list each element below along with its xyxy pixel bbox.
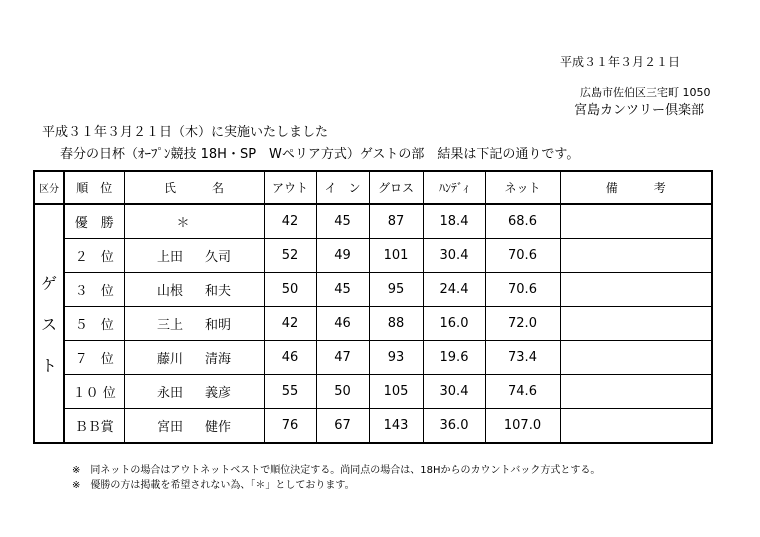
remarks-cell	[560, 375, 712, 409]
net-cell: 68.6	[485, 204, 560, 239]
name-cell	[124, 307, 264, 341]
family-name: 永田	[156, 386, 183, 401]
results-table	[33, 170, 713, 444]
in-cell: 49	[316, 239, 369, 273]
remarks-cell	[560, 239, 712, 273]
family-name: 三上	[156, 318, 183, 333]
club-name: 宮島カンツリー倶楽部	[574, 103, 705, 118]
header-in: イ ン	[316, 171, 369, 204]
remarks-cell	[560, 204, 712, 239]
gross-cell: 95	[369, 273, 423, 307]
name-cell	[124, 204, 264, 239]
note-countback: ※ 同ネットの場合はアウトネットベストで順位決定する。尚同点の場合は、18Hからのカウントバック方式とする。	[72, 465, 601, 476]
in-cell: 45	[316, 204, 369, 239]
given-name: 健作	[205, 420, 232, 435]
name-cell	[124, 239, 264, 273]
out-cell: 46	[264, 341, 316, 375]
header-rank: 順 位	[64, 171, 124, 204]
out-cell: 52	[264, 239, 316, 273]
given-name: 清海	[205, 352, 232, 367]
rank-cell: ３ 位	[64, 273, 124, 307]
gross-cell: 88	[369, 307, 423, 341]
table-row	[34, 375, 712, 409]
name-cell	[124, 341, 264, 375]
table-header-row	[34, 171, 712, 204]
in-cell: 67	[316, 409, 369, 444]
table-row	[34, 307, 712, 341]
rank-cell: ＢＢ賞	[64, 409, 124, 444]
rank-cell: １０ 位	[64, 375, 124, 409]
gross-cell: 143	[369, 409, 423, 444]
family-name: 上田	[156, 250, 183, 265]
in-cell: 46	[316, 307, 369, 341]
category-char: ス	[40, 315, 57, 334]
out-cell: 42	[264, 204, 316, 239]
in-cell: 50	[316, 375, 369, 409]
name-cell	[124, 375, 264, 409]
remarks-cell	[560, 273, 712, 307]
gross-cell: 93	[369, 341, 423, 375]
header-name: 氏 名	[124, 171, 264, 204]
table-row	[34, 341, 712, 375]
category-char: ト	[40, 356, 57, 375]
net-cell: 72.0	[485, 307, 560, 341]
family-name: 山根	[156, 284, 183, 299]
given-name: 和明	[205, 318, 232, 333]
rank-cell: ２ 位	[64, 239, 124, 273]
in-cell: 45	[316, 273, 369, 307]
table-row	[34, 239, 712, 273]
handicap-cell: 19.6	[423, 341, 485, 375]
handicap-cell: 36.0	[423, 409, 485, 444]
given-name: 和夫	[205, 284, 232, 299]
given-name: 久司	[205, 250, 232, 265]
gross-cell: 105	[369, 375, 423, 409]
header-gross: グロス	[369, 171, 423, 204]
header-remarks: 備 考	[560, 171, 712, 204]
handicap-cell: 30.4	[423, 375, 485, 409]
table-row	[34, 409, 712, 444]
category-cell	[34, 204, 64, 443]
table-row	[34, 204, 712, 239]
rank-cell: ５ 位	[64, 307, 124, 341]
family-name: 宮田	[156, 420, 183, 435]
handicap-cell: 16.0	[423, 307, 485, 341]
category-char: ゲ	[40, 274, 57, 293]
out-cell: 55	[264, 375, 316, 409]
out-cell: 76	[264, 409, 316, 444]
header-kubun: 区分	[34, 171, 64, 204]
name-cell	[124, 273, 264, 307]
rank-cell: 優 勝	[64, 204, 124, 239]
in-cell: 47	[316, 341, 369, 375]
club-address: 広島市佐伯区三宅町 1050	[580, 86, 711, 99]
remarks-cell	[560, 307, 712, 341]
handicap-cell: 30.4	[423, 239, 485, 273]
given-name: 義彦	[205, 386, 232, 401]
net-cell: 70.6	[485, 239, 560, 273]
remarks-cell	[560, 341, 712, 375]
gross-cell: 87	[369, 204, 423, 239]
event-title: 春分の日杯（ｵｰﾌﾟﾝ競技 18H・SP Wペリア方式）ゲストの部 結果は下記の通りです。	[60, 147, 580, 162]
document-date: 平成３１年３月２１日	[560, 55, 681, 69]
family-name: 藤川	[156, 352, 183, 367]
header-handicap: ﾊﾝﾃﾞｨ	[423, 171, 485, 204]
name-cell	[124, 409, 264, 444]
rank-cell: ７ 位	[64, 341, 124, 375]
net-cell: 107.0	[485, 409, 560, 444]
net-cell: 73.4	[485, 341, 560, 375]
net-cell: 74.6	[485, 375, 560, 409]
family-name: ＊	[176, 216, 190, 231]
intro-text: 平成３１年３月２１日（木）に実施いたしました	[42, 125, 329, 140]
table-row	[34, 273, 712, 307]
note-winner-anonymous: ※ 優勝の方は掲載を希望されない為、「＊」としております。	[72, 480, 355, 491]
remarks-cell	[560, 409, 712, 444]
net-cell: 70.6	[485, 273, 560, 307]
out-cell: 42	[264, 307, 316, 341]
header-out: アウト	[264, 171, 316, 204]
handicap-cell: 24.4	[423, 273, 485, 307]
out-cell: 50	[264, 273, 316, 307]
handicap-cell: 18.4	[423, 204, 485, 239]
header-net: ネット	[485, 171, 560, 204]
gross-cell: 101	[369, 239, 423, 273]
